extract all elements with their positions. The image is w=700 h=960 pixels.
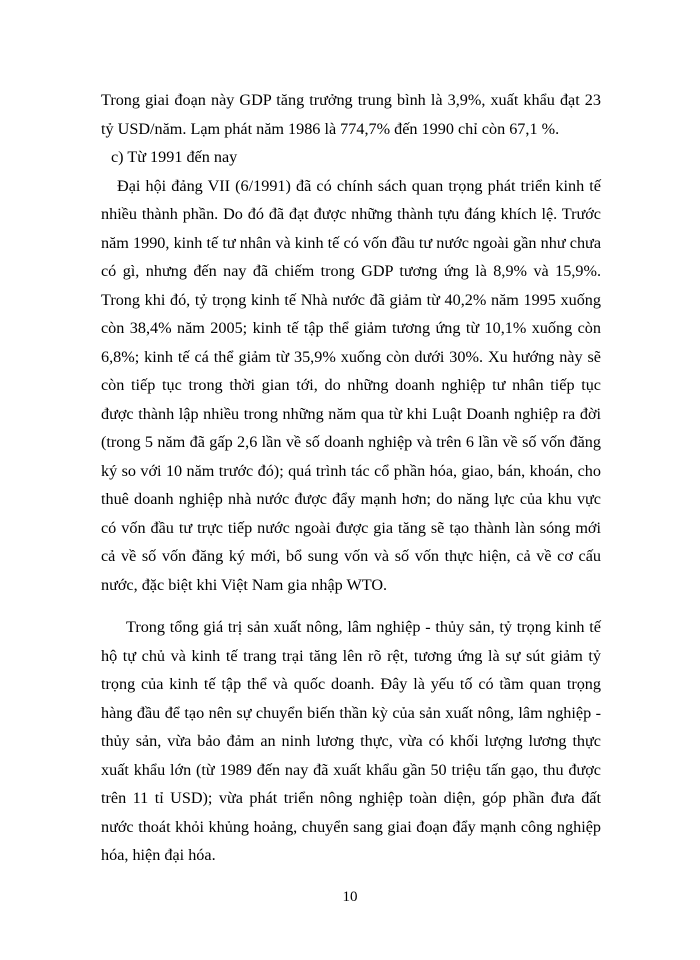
text-line: nhiều thành phần. Do đó đã đạt được những thành tựu đáng khích lệ. Trước <box>101 205 601 223</box>
text-line: (trong 5 năm đã gấp 2,6 lần về số doanh nghiệp và trên 6 lần về số vốn đăng <box>101 433 601 451</box>
text-line: Trong giai đoạn này GDP tăng trưởng trung bình là 3,9%, xuất khẩu đạt 23 <box>101 91 601 109</box>
text-line: Trong khi đó, tỷ trọng kinh tế Nhà nước đã giảm từ 40,2% năm 1995 xuống <box>101 290 601 309</box>
text-line: trên 11 tỉ USD); vừa phát triển nông nghiệp toàn diện, góp phần đưa đất <box>101 789 601 807</box>
intro-paragraph <box>101 86 601 143</box>
text-line: thuê doanh nghiệp nhà nước được đẩy mạnh hơn; do năng lực của khu vực <box>101 490 601 508</box>
text-line: Trong tổng giá trị sản xuất nông, lâm nghiệp - thủy sản, tỷ trọng kinh tế <box>126 618 601 636</box>
text-line: thủy sản, vừa bảo đảm an ninh lương thực, vừa có khối lượng lương thực <box>101 732 601 750</box>
text-line: ký so với 10 năm trước đó); quá trình tác cổ phần hóa, giao, bán, khoán, cho <box>101 461 601 480</box>
text-line: xuất khẩu lớn (từ 1989 đến nay đã xuất khẩu gần 50 triệu tấn gạo, thu được <box>101 760 601 779</box>
text-line: hộ tự chủ và kinh tế trang trại tăng lên rõ rệt, tương ứng là sự sút giảm tỷ <box>101 646 601 665</box>
text-line: năm 1990, kinh tế tư nhân và kinh tế có vốn đầu tư nước ngoài gần như chưa <box>101 233 601 252</box>
text-line: được thành lập nhiều trong những năm qua từ khi Luật Doanh nghiệp ra đời <box>101 404 601 423</box>
text-line: nước thoát khỏi khủng hoảng, chuyển sang giai đoạn đẩy mạnh công nghiệp <box>101 817 601 836</box>
text-line: có vốn đầu tư trực tiếp nước ngoài được gia tăng sẽ tạo thành làn sóng mới <box>101 518 601 537</box>
text-line: có gì, nhưng đến nay đã chiếm trong GDP tương ứng là 8,9% và 15,9%. <box>101 262 601 280</box>
paragraph-nong-nghiep <box>101 613 601 870</box>
text-line: cả về số vốn đăng ký mới, bổ sung vốn và số vốn thực hiện, cả về cơ cấu <box>101 547 601 565</box>
text-line: nước, đặc biệt khi Việt Nam gia nhập WTO. <box>101 575 388 594</box>
text-line: Đại hội đảng VII (6/1991) đã có chính sách quan trọng phát triển kinh tế <box>117 176 601 195</box>
text-line: 6,8%; kinh tế cá thể giảm từ 35,9% xuống còn dưới 30%. Xu hướng này sẽ <box>101 347 601 366</box>
text-line: tỷ USD/năm. Lạm phát năm 1986 là 774,7% đến 1990 chỉ còn 67,1 %. <box>101 119 560 138</box>
text-line: còn 38,4% năm 2005; kinh tế tập thể giảm tương ứng từ 10,1% xuống còn <box>101 319 601 337</box>
text-line: trọng của kinh tế tập thể và quốc doanh. Đây là yếu tố có tầm quan trọng <box>101 675 601 693</box>
text-line: hàng đầu để tạo nên sự chuyển biến thần kỳ của sản xuất nông, lâm nghiệp - <box>101 703 601 722</box>
text-line: hóa, hiện đại hóa. <box>101 846 216 864</box>
text-line: còn tiếp tục trong thời gian tới, do những doanh nghiệp tư nhân tiếp tục <box>101 376 601 394</box>
section-subheading: c) Từ 1991 đến nay <box>111 148 238 166</box>
paragraph-spacer <box>101 599 601 613</box>
document-body <box>101 86 601 870</box>
paragraph-dai-hoi <box>101 172 601 600</box>
page-number: 10 <box>342 889 358 905</box>
